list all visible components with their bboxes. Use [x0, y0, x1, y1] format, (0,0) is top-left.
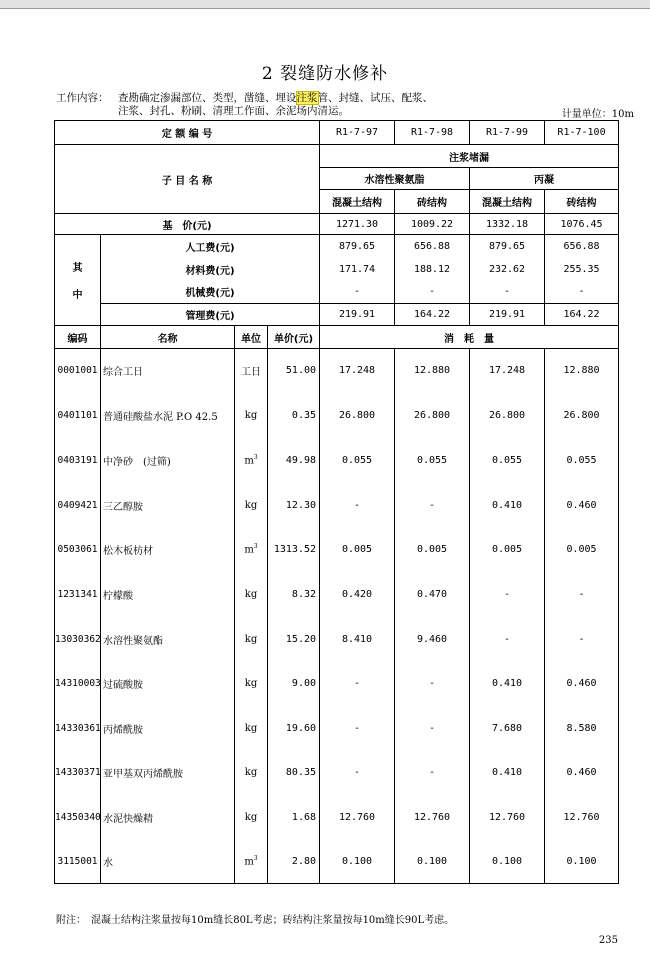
cost-value: 164.22	[395, 304, 470, 326]
material-row	[55, 528, 619, 572]
consumption-value: 0.055	[545, 438, 619, 483]
material-row	[55, 795, 619, 840]
material-unit-text: kg	[244, 722, 258, 734]
consumption-value: 9.460	[395, 617, 470, 662]
cost-label: 管理费(元)	[101, 304, 320, 326]
material-code: 0001001	[55, 349, 101, 393]
consumption-value: 0.055	[395, 438, 470, 483]
work-content-highlight: 注浆	[296, 92, 318, 104]
structure-label: 砖结构	[545, 190, 619, 214]
consumption-value: 0.100	[320, 840, 395, 884]
material-unit-text: m	[244, 856, 254, 868]
material-price: 8.32	[268, 572, 320, 617]
subgroup-label: 水溶性聚氨脂	[320, 168, 470, 190]
consumption-value: 0.055	[470, 438, 545, 483]
material-row	[55, 483, 619, 528]
cost-value: -	[320, 281, 395, 304]
cost-row	[55, 235, 619, 258]
consumption-value: 0.100	[470, 840, 545, 884]
material-code: 0403191	[55, 438, 101, 483]
consumption-value: 0.005	[470, 528, 545, 572]
consumption-value: 12.760	[320, 795, 395, 840]
consumption-value: -	[395, 751, 470, 795]
base-price-value: 1009.22	[395, 214, 470, 235]
material-code: 13030362	[55, 617, 101, 662]
consumption-value: -	[470, 572, 545, 617]
material-unit	[235, 751, 268, 795]
consumption-value: 0.460	[545, 662, 619, 706]
consumption-value: -	[470, 617, 545, 662]
cost-value: 219.91	[470, 304, 545, 326]
cost-value: 164.22	[545, 304, 619, 326]
material-name: 松木板枋材	[101, 528, 235, 572]
material-row	[55, 393, 619, 438]
material-unit	[235, 393, 268, 438]
consumption-value: 0.410	[470, 751, 545, 795]
material-code: 14330371	[55, 751, 101, 795]
material-name: 普通硅酸盐水泥 P.O 42.5	[101, 393, 235, 438]
consumption-value: 8.410	[320, 617, 395, 662]
material-unit-text: kg	[244, 767, 258, 778]
material-code: 1231341	[55, 572, 101, 617]
material-unit	[235, 438, 268, 483]
material-row	[55, 438, 619, 483]
cost-value: 656.88	[395, 235, 470, 258]
cost-value: 656.88	[545, 235, 619, 258]
consumption-value: 26.800	[395, 393, 470, 438]
group-row	[55, 145, 619, 168]
base-price-value: 1332.18	[470, 214, 545, 235]
quota-code: R1-7-98	[395, 121, 470, 145]
work-content-line-1	[56, 92, 433, 105]
material-price: 2.80	[268, 840, 320, 884]
consumption-value: -	[395, 706, 470, 751]
material-price: 9.00	[268, 662, 320, 706]
base-price-value: 1271.30	[320, 214, 395, 235]
consumption-value: -	[320, 662, 395, 706]
material-name: 水溶性聚氨酯	[101, 617, 235, 662]
page-top-border	[0, 0, 650, 9]
work-content-text-a: 查勘确定渗漏部位、类型，凿缝、埋设	[118, 92, 297, 104]
cost-value: 188.12	[395, 258, 470, 281]
consumption-value: 17.248	[320, 349, 395, 393]
material-code: 14350340	[55, 795, 101, 840]
group-label: 注浆堵漏	[320, 145, 619, 168]
consumption-value: 0.410	[470, 483, 545, 528]
consumption-value: 0.005	[320, 528, 395, 572]
material-rows	[55, 349, 619, 884]
consumption-value: 0.005	[395, 528, 470, 572]
consumption-value: 12.760	[395, 795, 470, 840]
cost-value: 232.62	[470, 258, 545, 281]
material-price: 19.60	[268, 706, 320, 751]
material-row	[55, 572, 619, 617]
consumption-value: 0.420	[320, 572, 395, 617]
material-price: 1.68	[268, 795, 320, 840]
consumption-value: 0.100	[395, 840, 470, 884]
work-content-text-b: 管、封缝、试压、配浆、	[317, 92, 433, 104]
consumption-value: 0.055	[320, 438, 395, 483]
material-unit-text: m	[244, 544, 254, 556]
material-row	[55, 706, 619, 751]
column-header-price: 单价(元)	[268, 326, 320, 349]
consumption-value: 26.800	[470, 393, 545, 438]
material-name: 过硫酸胺	[101, 662, 235, 706]
material-code: 14330361	[55, 706, 101, 751]
cost-value: -	[470, 281, 545, 304]
material-name: 三乙醇胺	[101, 483, 235, 528]
material-unit-superscript: 3	[253, 543, 258, 551]
material-row	[55, 840, 619, 884]
material-price: 80.35	[268, 751, 320, 795]
material-price: 49.98	[268, 438, 320, 483]
material-unit-text: kg	[244, 499, 258, 511]
material-unit	[235, 662, 268, 706]
consumption-value: 26.800	[320, 393, 395, 438]
material-unit-superscript: 3	[253, 855, 258, 863]
consumption-value: 0.470	[395, 572, 470, 617]
material-price: 12.30	[268, 483, 320, 528]
quota-code: R1-7-97	[320, 121, 395, 145]
cost-label: 机械费(元)	[101, 281, 320, 304]
cost-value: 171.74	[320, 258, 395, 281]
structure-label: 砖结构	[395, 190, 470, 214]
material-unit-superscript: 3	[253, 453, 258, 461]
material-unit	[235, 706, 268, 751]
consumption-value: 12.760	[470, 795, 545, 840]
subgroup-label: 丙凝	[470, 168, 619, 190]
material-price: 15.20	[268, 617, 320, 662]
column-header-row	[55, 326, 619, 349]
material-unit	[235, 617, 268, 662]
material-code: 3115001	[55, 840, 101, 884]
consumption-value: -	[320, 706, 395, 751]
structure-label: 混凝土结构	[320, 190, 395, 214]
among-label-1: 其	[72, 263, 83, 274]
material-code: 0401101	[55, 393, 101, 438]
consumption-value: -	[320, 751, 395, 795]
consumption-value: 7.680	[470, 706, 545, 751]
material-name: 中净砂 (过筛)	[101, 438, 235, 483]
item-name-label: 子 目 名 称	[55, 145, 320, 214]
base-price-label: 基 价(元)	[55, 214, 320, 235]
cost-row	[55, 258, 619, 281]
consumption-value: -	[545, 572, 619, 617]
material-row	[55, 349, 619, 393]
consumption-value: 26.800	[545, 393, 619, 438]
material-name: 综合工日	[101, 349, 235, 393]
cost-row	[55, 281, 619, 304]
cost-value: 219.91	[320, 304, 395, 326]
cost-label: 人工费(元)	[101, 235, 320, 258]
consumption-value: 12.880	[395, 349, 470, 393]
cost-value: 879.65	[470, 235, 545, 258]
consumption-value: 0.100	[545, 840, 619, 884]
consumption-value: 0.460	[545, 483, 619, 528]
material-unit-text: kg	[244, 409, 258, 421]
material-unit-text: kg	[244, 633, 258, 645]
material-code: 14310003	[55, 662, 101, 706]
base-price-value: 1076.45	[545, 214, 619, 235]
consumption-value: 17.248	[470, 349, 545, 393]
material-price: 1313.52	[268, 528, 320, 572]
material-name: 亚甲基双丙烯酰胺	[101, 751, 235, 795]
work-content	[56, 92, 433, 118]
cost-value: 255.35	[545, 258, 619, 281]
consumption-value: 12.760	[545, 795, 619, 840]
among-label	[55, 235, 101, 326]
material-unit	[235, 483, 268, 528]
material-name: 丙烯酰胺	[101, 706, 235, 751]
consumption-value: 0.410	[470, 662, 545, 706]
consumption-value: 12.880	[545, 349, 619, 393]
base-price-row	[55, 214, 619, 235]
consumption-value: -	[395, 483, 470, 528]
cost-row	[55, 304, 619, 326]
cost-label: 材料费(元)	[101, 258, 320, 281]
cost-value: -	[395, 281, 470, 304]
material-unit	[235, 840, 268, 884]
material-code: 0409421	[55, 483, 101, 528]
consumption-value: 0.005	[545, 528, 619, 572]
work-content-label: 工作内容：	[56, 92, 109, 104]
material-name: 水泥快燥精	[101, 795, 235, 840]
material-unit-text: kg	[244, 678, 258, 689]
measurement-unit: 计量单位：10m	[561, 109, 634, 120]
page-title: 2 裂缝防水修补	[261, 64, 389, 84]
consumption-value: -	[545, 617, 619, 662]
quota-code: R1-7-99	[470, 121, 545, 145]
material-unit-text: kg	[244, 811, 258, 823]
material-row	[55, 662, 619, 706]
structure-label: 混凝土结构	[470, 190, 545, 214]
material-unit	[235, 572, 268, 617]
consumption-value: -	[395, 662, 470, 706]
quota-code: R1-7-100	[545, 121, 619, 145]
material-unit-text: m	[244, 455, 254, 467]
quota-table	[54, 120, 619, 884]
consumption-value: 8.580	[545, 706, 619, 751]
material-price: 0.35	[268, 393, 320, 438]
material-row	[55, 751, 619, 795]
column-header-consumption: 消 耗 量	[320, 326, 619, 349]
cost-value: 879.65	[320, 235, 395, 258]
material-price: 51.00	[268, 349, 320, 393]
material-unit	[235, 528, 268, 572]
footnote: 附注： 混凝土结构注浆量按每10m缝长80L考虑；砖结构注浆量按每10m缝长90L考虑。	[56, 915, 455, 926]
material-name: 柠檬酸	[101, 572, 235, 617]
material-name: 水	[101, 840, 235, 884]
page-number: 235	[598, 935, 618, 946]
material-row	[55, 617, 619, 662]
column-header-code: 编码	[55, 326, 101, 349]
column-header-name: 名称	[101, 326, 235, 349]
work-content-line-2: 注浆、封孔、粉刷、清理工作面、余泥场内清运。	[118, 105, 349, 117]
cost-value: -	[545, 281, 619, 304]
material-unit-text: 工日	[241, 367, 261, 379]
material-code: 0503061	[55, 528, 101, 572]
quota-number-label: 定 额 编 号	[55, 121, 320, 145]
consumption-value: -	[320, 483, 395, 528]
among-label-2: 中	[72, 290, 83, 301]
material-unit	[235, 795, 268, 840]
quota-number-row	[55, 121, 619, 145]
material-unit-text: kg	[244, 588, 258, 600]
column-header-unit: 单位	[235, 326, 268, 349]
material-unit	[235, 349, 268, 393]
consumption-value: 0.460	[545, 751, 619, 795]
